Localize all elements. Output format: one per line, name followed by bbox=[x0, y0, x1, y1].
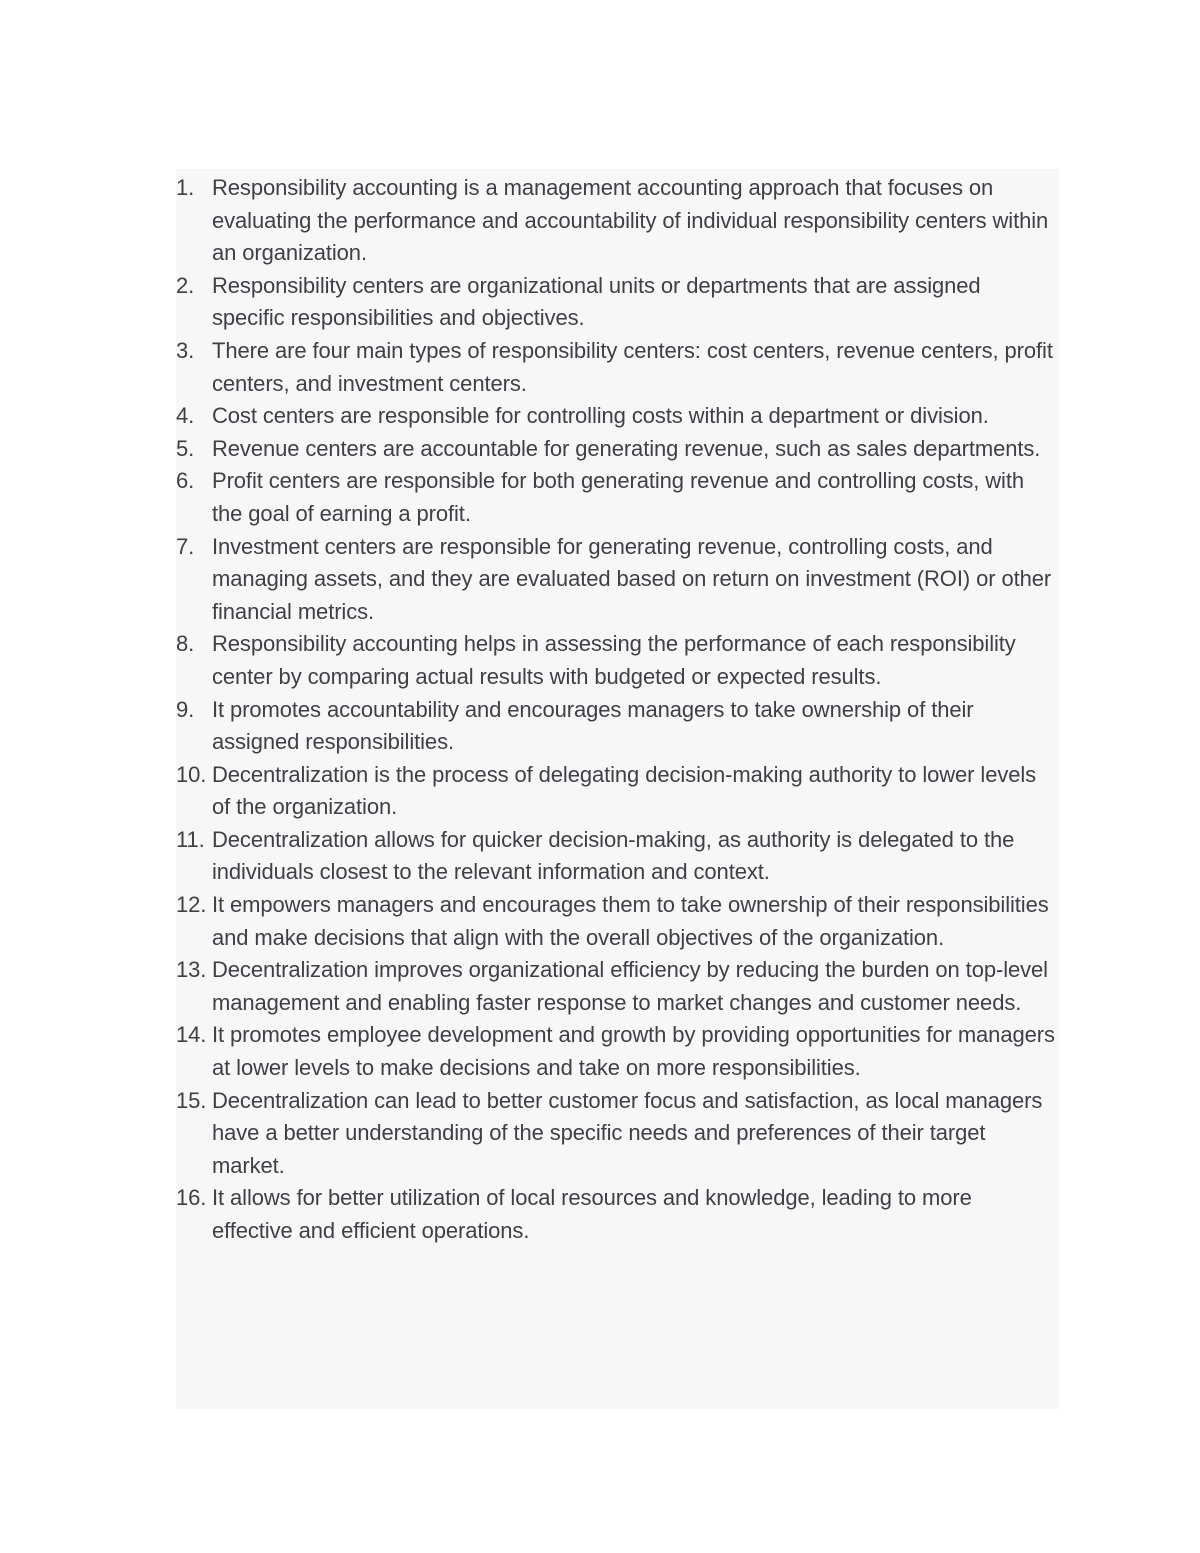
list-item-number: 8. bbox=[176, 631, 195, 657]
list-item bbox=[176, 889, 1059, 954]
list-item bbox=[176, 694, 1059, 759]
list-item-text: Responsibility accounting is a management accounting approach that focuses on evaluating the performance and accountability of individual responsibility centers within an organization. bbox=[212, 175, 1049, 266]
list-item-text: Revenue centers are accountable for generating revenue, such as sales departments. bbox=[212, 435, 1041, 461]
list-item bbox=[176, 824, 1059, 889]
list-item-text: It promotes employee development and growth by providing opportunities for managers at lower levels to make decisions and take on more responsibilities. bbox=[212, 1022, 1055, 1081]
list-item-number: 6. bbox=[176, 468, 195, 494]
list-item-text: Decentralization is the process of delegating decision-making authority to lower levels of the organization. bbox=[212, 761, 1037, 820]
list-item bbox=[176, 400, 1059, 433]
list-item bbox=[176, 465, 1059, 530]
list-item-text: It empowers managers and encourages them to take ownership of their responsibilities and make decisions that align with the overall objectives of the organization. bbox=[212, 892, 1049, 950]
list-item-number: 10. bbox=[176, 761, 207, 787]
list-item-number: 11. bbox=[176, 826, 205, 852]
list-item bbox=[176, 628, 1059, 693]
list-item-number: 1. bbox=[176, 175, 195, 200]
list-item-number: 5. bbox=[176, 435, 195, 461]
list-item-number: 7. bbox=[176, 533, 195, 559]
list-item bbox=[176, 335, 1059, 400]
list-item-number: 14. bbox=[176, 1022, 207, 1048]
numbered-list-block bbox=[176, 169, 1059, 1409]
list-item bbox=[176, 433, 1059, 466]
list-item-number: 16. bbox=[176, 1185, 207, 1211]
list-item bbox=[176, 1085, 1059, 1183]
numbered-list bbox=[176, 172, 1059, 1248]
list-item-number: 2. bbox=[176, 272, 195, 298]
list-item-text: Responsibility accounting helps in assessing the performance of each responsibility center by comparing actual results with budgeted or expected results. bbox=[212, 631, 1016, 689]
list-item-text: Decentralization can lead to better customer focus and satisfaction, as local managers have a better understanding of the specific needs and preferences of their target market. bbox=[212, 1087, 1043, 1178]
list-item-number: 3. bbox=[176, 337, 195, 363]
list-item-number: 12. bbox=[176, 892, 207, 918]
list-item bbox=[176, 270, 1059, 335]
list-item-number: 4. bbox=[176, 403, 195, 429]
list-item bbox=[176, 172, 1059, 270]
list-item-text: There are four main types of responsibility centers: cost centers, revenue centers, profit centers, and investment centers. bbox=[212, 337, 1053, 396]
list-item-text: Responsibility centers are organizational units or departments that are assigned specific responsibilities and objectives. bbox=[212, 272, 981, 331]
list-item-text: Cost centers are responsible for controlling costs within a department or division. bbox=[212, 403, 989, 429]
list-item-number: 15. bbox=[176, 1087, 207, 1113]
list-item-number: 9. bbox=[176, 696, 195, 722]
list-item-text: Profit centers are responsible for both generating revenue and controlling costs, with the goal of earning a profit. bbox=[212, 468, 1024, 526]
list-item bbox=[176, 759, 1059, 824]
list-item-number: 13. bbox=[176, 957, 207, 983]
list-item bbox=[176, 531, 1059, 629]
list-item-text: It promotes accountability and encourages managers to take ownership of their assigned responsibilities. bbox=[212, 696, 974, 755]
list-item-text: Investment centers are responsible for generating revenue, controlling costs, and managing assets, and they are evaluated based on return on investment (ROI) or other financial metrics. bbox=[212, 533, 1052, 624]
list-item bbox=[176, 954, 1059, 1019]
list-item-text: Decentralization allows for quicker decision-making, as authority is delegated to the individuals closest to the relevant information and context. bbox=[212, 826, 1015, 885]
list-item-text: Decentralization improves organizational efficiency by reducing the burden on top-level management and enabling faster response to market changes and customer needs. bbox=[212, 957, 1048, 1015]
list-item-text: It allows for better utilization of local resources and knowledge, leading to more effective and efficient operations. bbox=[212, 1185, 972, 1243]
list-item bbox=[176, 1182, 1059, 1247]
list-item bbox=[176, 1019, 1059, 1084]
